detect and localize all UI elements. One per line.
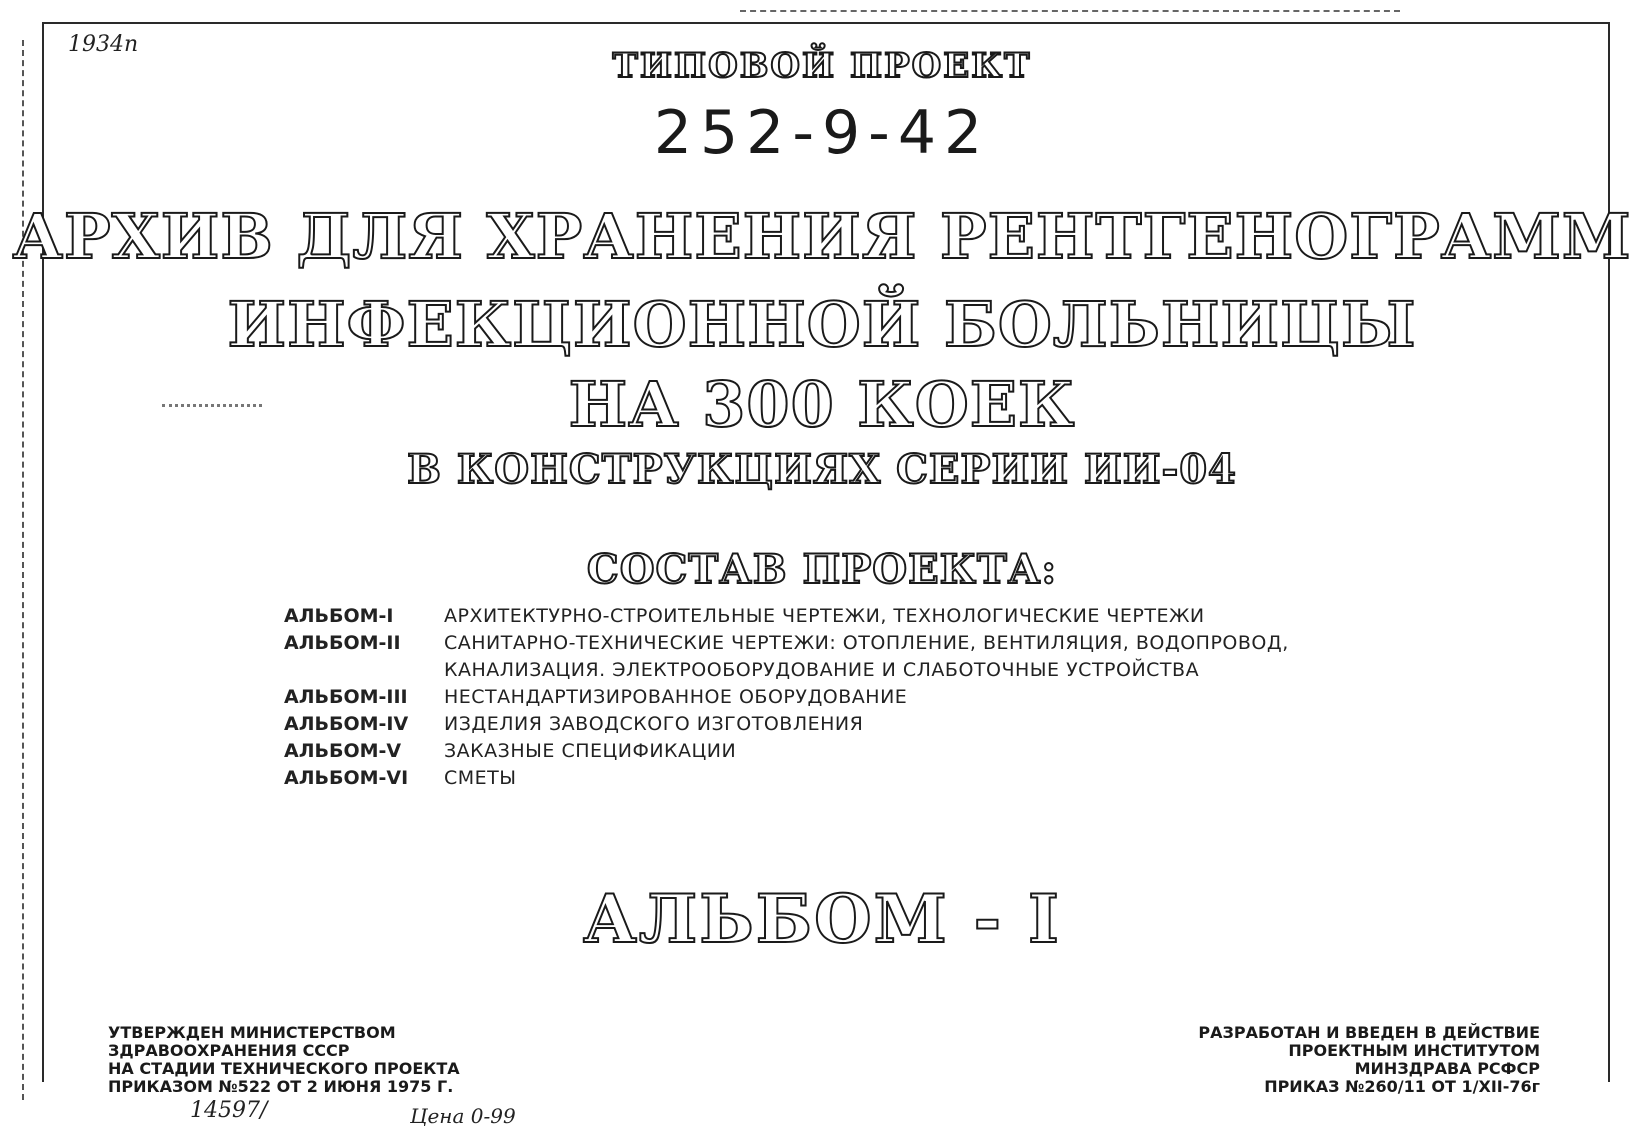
title-line-2: ИНФЕКЦИОННОЙ БОЛЬНИЦЫ: [227, 288, 1417, 361]
approval-line: НА СТАДИИ ТЕХНИЧЕСКОГО ПРОЕКТА: [108, 1059, 460, 1078]
developer-line: ПРИКАЗ №260/11 ОТ 1/XII-76г: [1264, 1077, 1540, 1096]
album-row: [284, 737, 1289, 764]
title-line-1: АРХИВ ДЛЯ ХРАНЕНИЯ РЕНТГЕНОГРАММ: [12, 200, 1632, 273]
album-number: АЛЬБОМ - I: [583, 880, 1061, 958]
album-description: ИЗДЕЛИЯ ЗАВОДСКОГО ИЗГОТОВЛЕНИЯ: [444, 712, 864, 735]
album-key: АЛЬБОМ-II: [284, 631, 401, 654]
album-row: [284, 710, 1289, 737]
album-row: [284, 764, 1289, 791]
album-description: СМЕТЫ: [444, 766, 517, 789]
handwritten-sheet-number: 1934п: [68, 32, 139, 57]
approval-line: ЗДРАВООХРАНЕНИЯ СССР: [108, 1041, 350, 1060]
approval-block: [108, 1024, 460, 1096]
project-type-label: ТИПОВОЙ ПРОЕКТ: [612, 46, 1032, 86]
developer-line: МИНЗДРАВА РСФСР: [1354, 1059, 1540, 1078]
album-key: АЛЬБОМ-V: [284, 739, 402, 762]
approval-line: ПРИКАЗОМ №522 ОТ 2 ИЮНЯ 1975 Г.: [108, 1077, 454, 1096]
album-description: КАНАЛИЗАЦИЯ. ЭЛЕКТРООБОРУДОВАНИЕ И СЛАБОТОЧНЫЕ УСТРОЙСТВА: [444, 658, 1200, 681]
composition-heading: СОСТАВ ПРОЕКТА:: [586, 546, 1058, 593]
album-row-continuation: [284, 656, 1289, 683]
album-key: АЛЬБОМ-IV: [284, 712, 409, 735]
album-key: АЛЬБОМ-III: [284, 685, 408, 708]
project-code: 252-9-42: [653, 98, 991, 168]
developer-line: ПРОЕКТНЫМ ИНСТИТУТОМ: [1288, 1041, 1540, 1060]
handwritten-inventory: 14597/: [190, 1098, 268, 1123]
cut-line-top: [740, 10, 1400, 12]
handwritten-price: Цена 0-99: [410, 1104, 516, 1128]
album-list: [284, 602, 1289, 791]
album-description: НЕСТАНДАРТИЗИРОВАННОЕ ОБОРУДОВАНИЕ: [444, 685, 908, 708]
album-description: АРХИТЕКТУРНО-СТРОИТЕЛЬНЫЕ ЧЕРТЕЖИ, ТЕХНОЛОГИЧЕСКИЕ ЧЕРТЕЖИ: [444, 604, 1205, 627]
album-description: ЗАКАЗНЫЕ СПЕЦИФИКАЦИИ: [444, 739, 737, 762]
album-key: АЛЬБОМ-I: [284, 604, 394, 627]
album-row: [284, 683, 1289, 710]
developer-block: [1198, 1024, 1540, 1096]
title-line-3: НА 300 КОЕК: [568, 368, 1076, 441]
album-row: [284, 602, 1289, 629]
album-row: [284, 629, 1289, 656]
title-subtitle: В КОНСТРУКЦИЯХ СЕРИИ ИИ-04: [407, 446, 1237, 493]
approval-line: УТВЕРЖДЕН МИНИСТЕРСТВОМ: [108, 1023, 396, 1042]
developer-line: РАЗРАБОТАН И ВВЕДЕН В ДЕЙСТВИЕ: [1198, 1023, 1540, 1042]
album-key: АЛЬБОМ-VI: [284, 766, 409, 789]
album-description: САНИТАРНО-ТЕХНИЧЕСКИЕ ЧЕРТЕЖИ: ОТОПЛЕНИЕ, ВЕНТИЛЯЦИЯ, ВОДОПРОВОД,: [444, 631, 1289, 654]
